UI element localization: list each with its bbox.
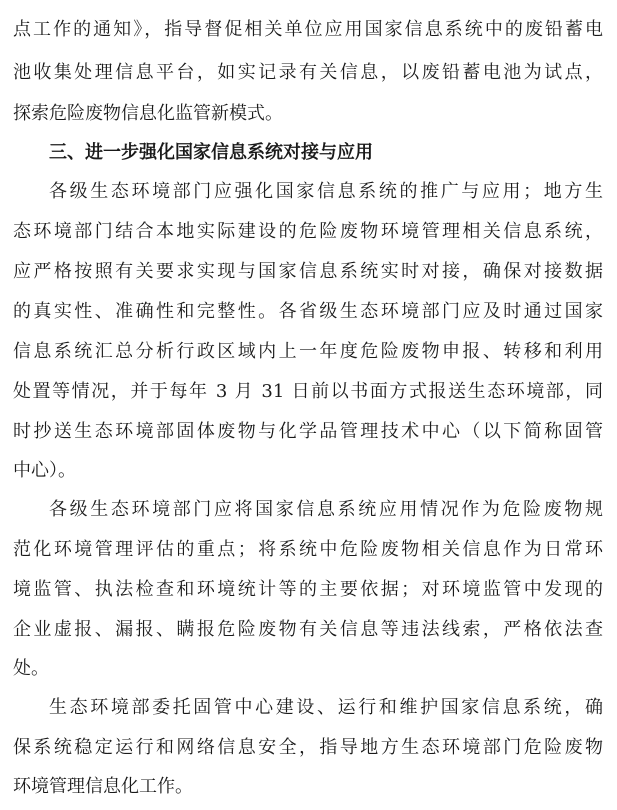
section-heading: 三、进一步强化国家信息系统对接与应用: [49, 142, 373, 163]
paragraph-line: 各级生态环境部门应强化国家信息系统的推广与应用；地方生: [49, 181, 603, 202]
paragraph-line: 各级生态环境部门应将国家信息系统应用情况作为危险废物规: [49, 499, 603, 520]
paragraph-line: 环境管理信息化工作。: [13, 776, 193, 797]
paragraph-line: 保系统稳定运行和网络信息安全，指导地方生态环境部门危险废物: [13, 737, 603, 758]
paragraph-line: 点工作的通知》，指导督促相关单位应用国家信息系统中的废铅蓄电: [13, 19, 603, 40]
paragraph-line: 中心）。: [13, 460, 76, 481]
paragraph-line: 应严格按照有关要求实现与国家信息系统实时对接，确保对接数据: [13, 261, 603, 282]
paragraph-line: 的真实性、准确性和完整性。各省级生态环境部门应及时通过国家: [13, 301, 603, 322]
paragraph-line: 企业虚报、漏报、瞒报危险废物有关信息等违法线索，严格依法查: [13, 619, 603, 640]
paragraph-line: 生态环境部委托固管中心建设、运行和维护国家信息系统，确: [49, 697, 603, 718]
paragraph-line: 态环境部门结合本地实际建设的危险废物环境管理相关信息系统，: [13, 221, 603, 242]
paragraph-line: 范化环境管理评估的重点；将系统中危险废物相关信息作为日常环: [13, 539, 603, 560]
paragraph-line: 池收集处理信息平台，如实记录有关信息，以废铅蓄电池为试点，: [13, 62, 603, 83]
paragraph-line: 探索危险废物信息化监管新模式。: [13, 103, 283, 124]
paragraph-line: 处置等情况，并于每年 3 月 31 日前以书面方式报送生态环境部，同: [13, 381, 603, 402]
paragraph-line: 境监管、执法检查和环境统计等的主要依据；对环境监管中发现的: [13, 579, 603, 600]
paragraph-line: 处。: [13, 658, 49, 679]
paragraph-line: 信息系统汇总分析行政区域内上一年度危险废物申报、转移和利用: [13, 341, 603, 362]
paragraph-line: 时抄送生态环境部固体废物与化学品管理技术中心（以下简称固管: [13, 421, 603, 442]
